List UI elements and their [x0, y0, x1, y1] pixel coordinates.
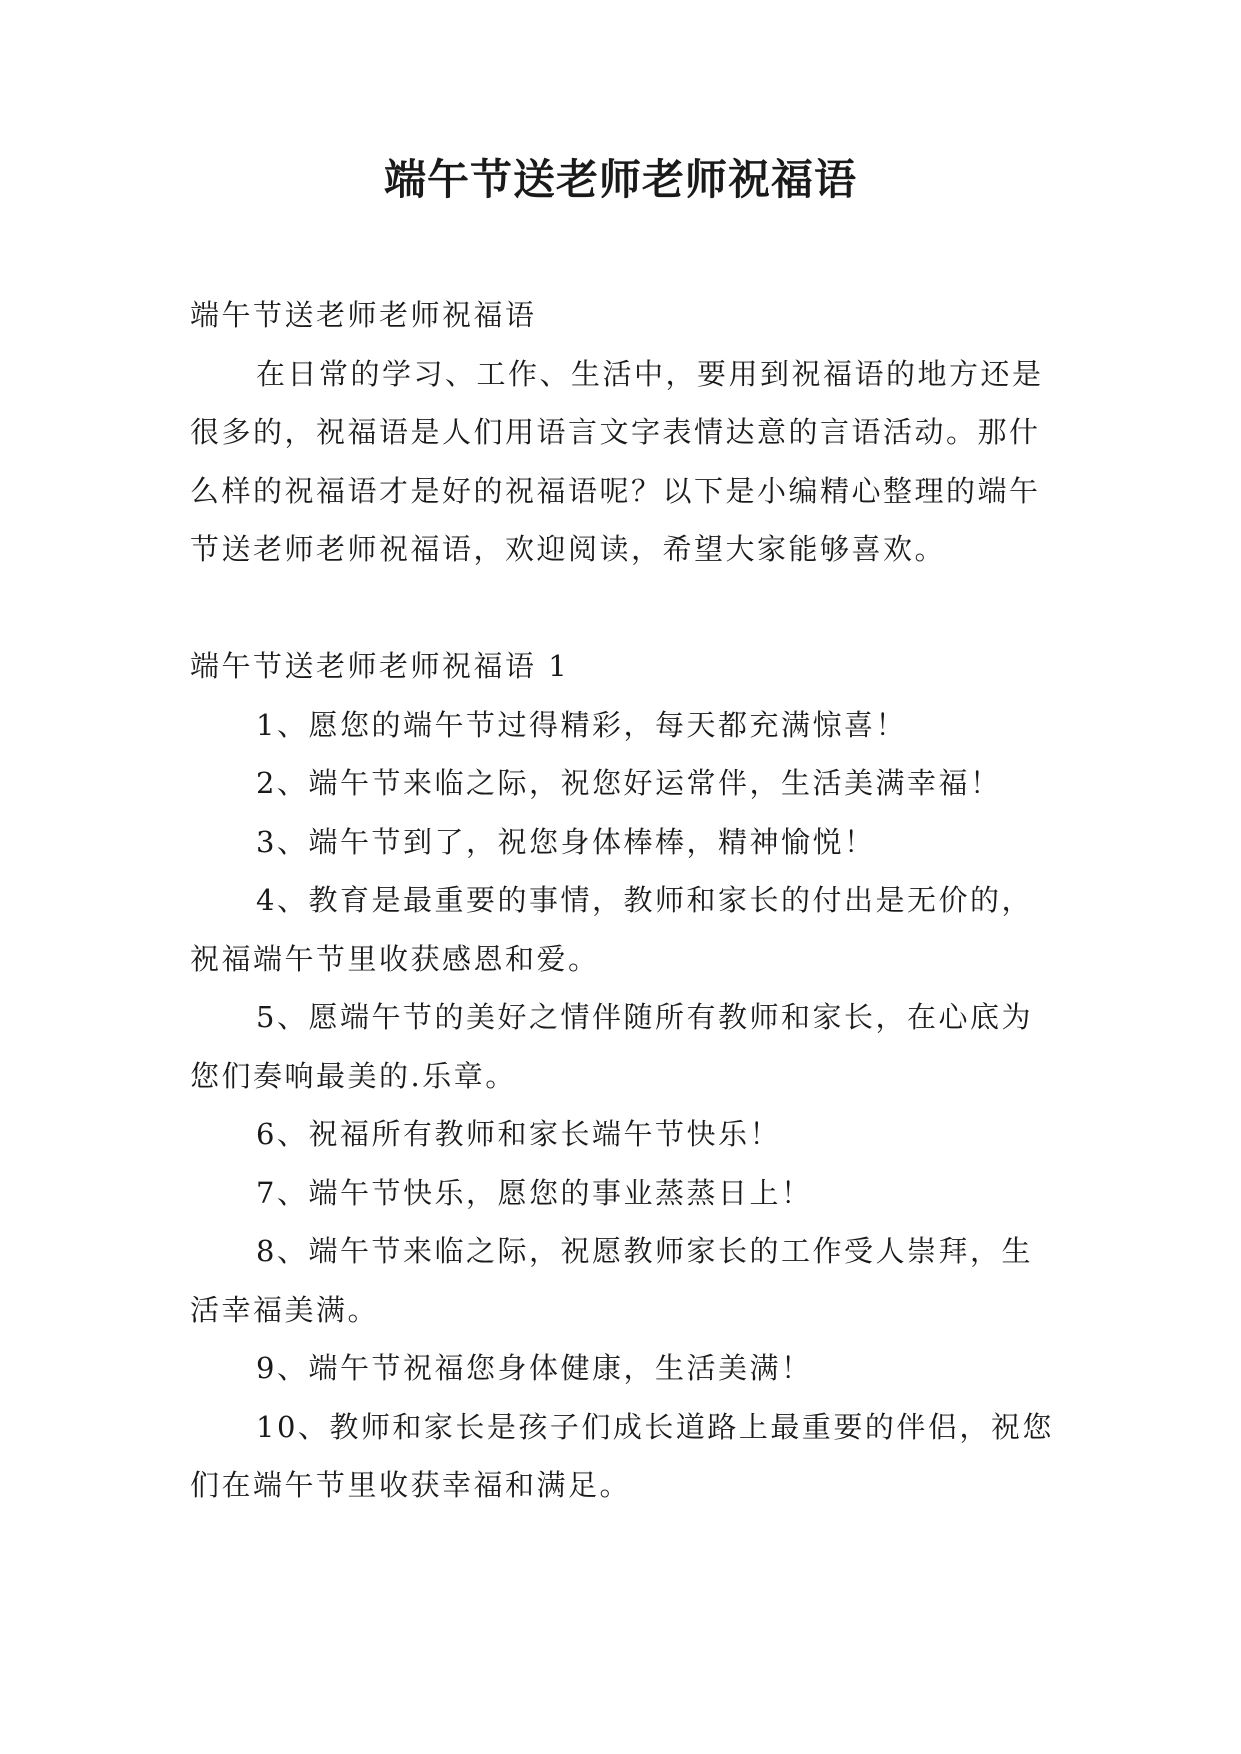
blessing-item: 3、端午节到了，祝您身体棒棒，精神愉悦！ [256, 824, 876, 859]
intro-paragraph: 在日常的学习、工作、生活中，要用到祝福语的地方还是很多的，祝福语是人们用语言文字表情达意的言语活动。那什么样的祝福语才是好的祝福语呢？以下是小编精心整理的端午节送老师老师祝福语，欢迎阅读，希望大家能够喜欢。 [190, 356, 1044, 566]
blessing-item: 5、愿端午节的美好之情伴随所有教师和家长，在心底为您们奏响最美的.乐章。 [190, 1000, 1033, 1093]
blessing-item: 9、端午节祝福您身体健康，生活美满！ [256, 1351, 813, 1385]
document-body [190, 286, 1060, 1515]
blessing-item: 8、端午节来临之际，祝愿教师家长的工作受人崇拜，生活幸福美满。 [190, 1234, 1033, 1327]
blessing-item: 2、端午节来临之际，祝您好运常伴，生活美满幸福！ [256, 766, 1002, 800]
blessing-item: 10、教师和家长是孩子们成长道路上最重要的伴侣，祝您们在端午节里收获幸福和满足。 [190, 1409, 1054, 1502]
section-heading: 端午节送老师老师祝福语 1 [190, 649, 570, 683]
paragraph-spacer [190, 579, 1060, 638]
document-title: 端午节送老师老师祝福语 [383, 155, 857, 204]
blessing-item: 4、教育是最重要的事情，教师和家长的付出是无价的，祝福端午节里收获感恩和爱。 [190, 883, 1033, 976]
subtitle: 端午节送老师老师祝福语 [190, 298, 537, 332]
blessing-item: 7、端午节快乐，愿您的事业蒸蒸日上！ [256, 1175, 813, 1210]
blessing-item: 6、祝福所有教师和家长端午节快乐！ [256, 1117, 781, 1151]
blessing-item: 1、愿您的端午节过得精彩，每天都充满惊喜！ [256, 707, 907, 742]
